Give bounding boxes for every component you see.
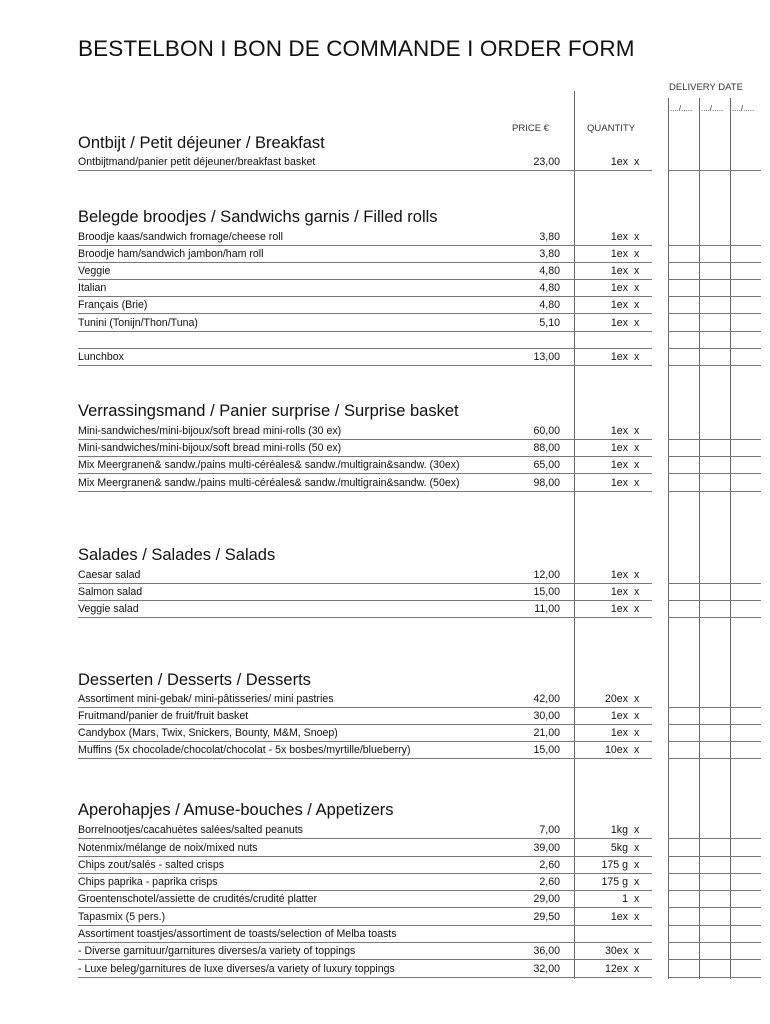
multiply-sign: x: [634, 282, 640, 294]
item-quantity[interactable]: 1ex: [610, 911, 628, 923]
delivery-date-entry-line[interactable]: [668, 365, 761, 366]
order-row: [0, 263, 770, 280]
order-row: [0, 874, 770, 891]
order-row: [0, 691, 770, 708]
item-price: 7,00: [539, 824, 560, 836]
item-quantity[interactable]: 30ex: [605, 945, 628, 957]
item-quantity[interactable]: 1ex: [610, 156, 628, 168]
order-row: [0, 840, 770, 857]
section-title: Verrassingsmand / Panier surprise / Surprise basket: [78, 402, 459, 420]
order-row: [0, 423, 770, 440]
item-description: Veggie salad: [78, 603, 139, 615]
item-description: Tunini (Tonijn/Thon/Tuna): [78, 317, 198, 329]
item-quantity[interactable]: 1ex: [610, 231, 628, 243]
order-row: [0, 742, 770, 759]
item-price: 65,00: [533, 459, 560, 471]
item-price: 42,00: [533, 693, 560, 705]
row-divider: [78, 758, 652, 759]
section-title: Desserten / Desserts / Desserts: [78, 671, 311, 689]
item-description: Caesar salad: [78, 569, 141, 581]
price-column-header: PRICE €: [512, 123, 549, 134]
section-title: Salades / Salades / Salads: [78, 546, 276, 564]
item-description: Italian: [78, 282, 107, 294]
item-description: Assortiment toastjes/assortiment de toasts/selection of Melba toasts: [78, 928, 397, 940]
item-description: Ontbijtmand/panier petit déjeuner/breakfast basket: [78, 156, 316, 168]
multiply-sign: x: [634, 824, 640, 836]
order-row: [0, 708, 770, 725]
item-description: Broodje ham/sandwich jambon/ham roll: [78, 248, 264, 260]
item-quantity[interactable]: 1ex: [610, 425, 628, 437]
multiply-sign: x: [634, 351, 640, 363]
order-row: [0, 332, 770, 349]
row-divider: [78, 907, 652, 908]
item-description: Groentenschotel/assiette de crudités/crudité platter: [78, 893, 318, 905]
multiply-sign: x: [634, 603, 640, 615]
order-row: [0, 315, 770, 332]
item-price: 29,00: [533, 893, 560, 905]
row-divider: [78, 959, 652, 960]
multiply-sign: x: [634, 265, 640, 277]
item-price: 30,00: [533, 710, 560, 722]
order-row: [0, 943, 770, 960]
item-price: 13,00: [533, 351, 560, 363]
item-quantity[interactable]: 1ex: [610, 710, 628, 722]
item-quantity[interactable]: 1ex: [610, 569, 628, 581]
item-description: Salmon salad: [78, 586, 143, 598]
page-title: BESTELBON I BON DE COMMANDE I ORDER FORM: [78, 36, 635, 61]
item-price: 60,00: [533, 425, 560, 437]
order-row: [0, 567, 770, 584]
multiply-sign: x: [634, 876, 640, 888]
item-description: Candybox (Mars, Twix, Snickers, Bounty, M&M, Snoep): [78, 727, 338, 739]
multiply-sign: x: [634, 459, 640, 471]
item-quantity[interactable]: 20ex: [605, 693, 628, 705]
multiply-sign: x: [634, 299, 640, 311]
multiply-sign: x: [634, 317, 640, 329]
multiply-sign: x: [634, 442, 640, 454]
delivery-date-entry-line[interactable]: [668, 977, 761, 978]
item-price: 15,00: [533, 586, 560, 598]
delivery-date-field-1[interactable]: ..../.....: [670, 104, 693, 113]
multiply-sign: x: [634, 586, 640, 598]
row-divider: [78, 838, 652, 839]
order-row: [0, 349, 770, 366]
multiply-sign: x: [634, 842, 640, 854]
delivery-date-label: DELIVERY DATE: [669, 82, 743, 93]
item-quantity[interactable]: 1ex: [610, 459, 628, 471]
item-quantity[interactable]: 1ex: [610, 477, 628, 489]
order-row: [0, 822, 770, 839]
item-description: Mini-sandwiches/mini-bijoux/soft bread mini-rolls (30 ex): [78, 425, 342, 437]
order-row: [0, 457, 770, 474]
multiply-sign: x: [634, 911, 640, 923]
order-row: [0, 601, 770, 618]
item-description: Mix Meergranen& sandw./pains multi-céréales& sandw./multigrain&sandw. (30ex): [78, 459, 460, 471]
item-description: Tapasmix (5 pers.): [78, 911, 166, 923]
multiply-sign: x: [634, 945, 640, 957]
item-description: Muffins (5x chocolade/chocolat/chocolat - 5x bosbes/myrtille/blueberry): [78, 744, 411, 756]
row-divider: [78, 313, 652, 314]
row-divider: [78, 473, 652, 474]
multiply-sign: x: [634, 569, 640, 581]
item-price: 3,80: [539, 248, 560, 260]
item-description: Assortiment mini-gebak/ mini-pâtisseries/ mini pastries: [78, 693, 334, 705]
item-quantity[interactable]: 12ex: [605, 963, 628, 975]
item-description: Chips paprika - paprika crisps: [78, 876, 218, 888]
multiply-sign: x: [634, 231, 640, 243]
multiply-sign: x: [634, 963, 640, 975]
item-description: Chips zout/salés - salted crisps: [78, 859, 225, 871]
order-row: [0, 891, 770, 908]
item-quantity[interactable]: 1ex: [610, 265, 628, 277]
item-price: 15,00: [533, 744, 560, 756]
multiply-sign: x: [634, 727, 640, 739]
item-description: Fruitmand/panier de fruit/fruit basket: [78, 710, 249, 722]
delivery-date-entry-line[interactable]: [668, 170, 761, 171]
item-price: 3,80: [539, 231, 560, 243]
delivery-date-entry-line[interactable]: [668, 491, 761, 492]
item-quantity[interactable]: 1kg: [610, 824, 628, 836]
item-price: 4,80: [539, 299, 560, 311]
delivery-date-entry-line[interactable]: [668, 617, 761, 618]
order-row: [0, 229, 770, 246]
row-divider: [78, 170, 652, 171]
delivery-date-entry-line[interactable]: [668, 907, 761, 908]
item-description: Français (Brie): [78, 299, 148, 311]
item-price: 36,00: [533, 945, 560, 957]
item-price: 29,50: [533, 911, 560, 923]
item-price: 88,00: [533, 442, 560, 454]
item-quantity[interactable]: 1ex: [610, 351, 628, 363]
multiply-sign: x: [634, 248, 640, 260]
item-description: - Luxe beleg/garnitures de luxe diverses/a variety of luxury toppings: [78, 963, 395, 975]
item-quantity[interactable]: 1ex: [610, 299, 628, 311]
order-row: [0, 246, 770, 263]
delivery-date-entry-line[interactable]: [668, 959, 761, 960]
order-row: [0, 926, 770, 943]
quantity-column-header: QUANTITY: [587, 123, 636, 134]
section-title: Ontbijt / Petit déjeuner / Breakfast: [78, 134, 325, 152]
item-price: 32,00: [533, 963, 560, 975]
item-price: 2,60: [539, 876, 560, 888]
delivery-date-entry-line[interactable]: [668, 758, 761, 759]
row-divider: [78, 491, 652, 492]
item-quantity[interactable]: 1ex: [610, 603, 628, 615]
row-divider: [78, 977, 652, 978]
item-price: 39,00: [533, 842, 560, 854]
item-description: Mini-sandwiches/mini-bijoux/soft bread mini-rolls (50 ex): [78, 442, 342, 454]
order-row: [0, 154, 770, 171]
section-title: Belegde broodjes / Sandwichs garnis / Filled rolls: [78, 208, 438, 226]
item-description: Veggie: [78, 265, 111, 277]
item-price: 12,00: [533, 569, 560, 581]
item-price: 23,00: [533, 156, 560, 168]
item-description: Notenmix/mélange de noix/mixed nuts: [78, 842, 258, 854]
order-row: [0, 584, 770, 601]
item-quantity[interactable]: 175 g: [601, 876, 628, 888]
item-quantity[interactable]: 1ex: [610, 727, 628, 739]
multiply-sign: x: [634, 693, 640, 705]
multiply-sign: x: [634, 710, 640, 722]
multiply-sign: x: [634, 744, 640, 756]
item-price: 21,00: [533, 727, 560, 739]
item-description: Borrelnootjes/cacahuètes salées/salted peanuts: [78, 824, 303, 836]
section-title: Aperohapjes / Amuse-bouches / Appetizers: [78, 801, 394, 819]
item-quantity[interactable]: 1ex: [610, 586, 628, 598]
item-price: 2,60: [539, 859, 560, 871]
item-price: 11,00: [534, 603, 560, 615]
item-description: Broodje kaas/sandwich fromage/cheese roll: [78, 231, 283, 243]
item-quantity[interactable]: 175 g: [601, 859, 628, 871]
order-row: [0, 475, 770, 492]
order-row: [0, 909, 770, 926]
delivery-date-entry-line[interactable]: [668, 473, 761, 474]
item-quantity[interactable]: 1: [622, 893, 628, 905]
item-quantity[interactable]: 1ex: [610, 248, 628, 260]
item-quantity[interactable]: 1ex: [610, 442, 628, 454]
order-row: [0, 857, 770, 874]
order-row: [0, 961, 770, 978]
item-description: - Diverse garnituur/garnitures diverses/a variety of toppings: [78, 945, 356, 957]
item-price: 4,80: [539, 265, 560, 277]
order-row: [0, 297, 770, 314]
row-divider: [78, 365, 652, 366]
multiply-sign: x: [634, 893, 640, 905]
item-description: Lunchbox: [78, 351, 124, 363]
item-price: 4,80: [539, 282, 560, 294]
item-quantity[interactable]: 1ex: [610, 282, 628, 294]
item-quantity[interactable]: 1ex: [610, 317, 628, 329]
item-price: 5,10: [539, 317, 560, 329]
multiply-sign: x: [634, 477, 640, 489]
multiply-sign: x: [634, 859, 640, 871]
delivery-date-field-2[interactable]: ..../.....: [701, 104, 724, 113]
multiply-sign: x: [634, 425, 640, 437]
delivery-date-entry-line[interactable]: [668, 838, 761, 839]
row-divider: [78, 617, 652, 618]
item-quantity[interactable]: 10ex: [605, 744, 628, 756]
order-row: [0, 440, 770, 457]
order-row: [0, 280, 770, 297]
item-price: 98,00: [533, 477, 560, 489]
item-quantity[interactable]: 5kg: [610, 842, 628, 854]
delivery-date-field-3[interactable]: ..../.....: [732, 104, 755, 113]
order-row: [0, 725, 770, 742]
item-description: Mix Meergranen& sandw./pains multi-céréales& sandw./multigrain&sandw. (50ex): [78, 477, 460, 489]
delivery-date-entry-line[interactable]: [668, 313, 761, 314]
multiply-sign: x: [634, 156, 640, 168]
